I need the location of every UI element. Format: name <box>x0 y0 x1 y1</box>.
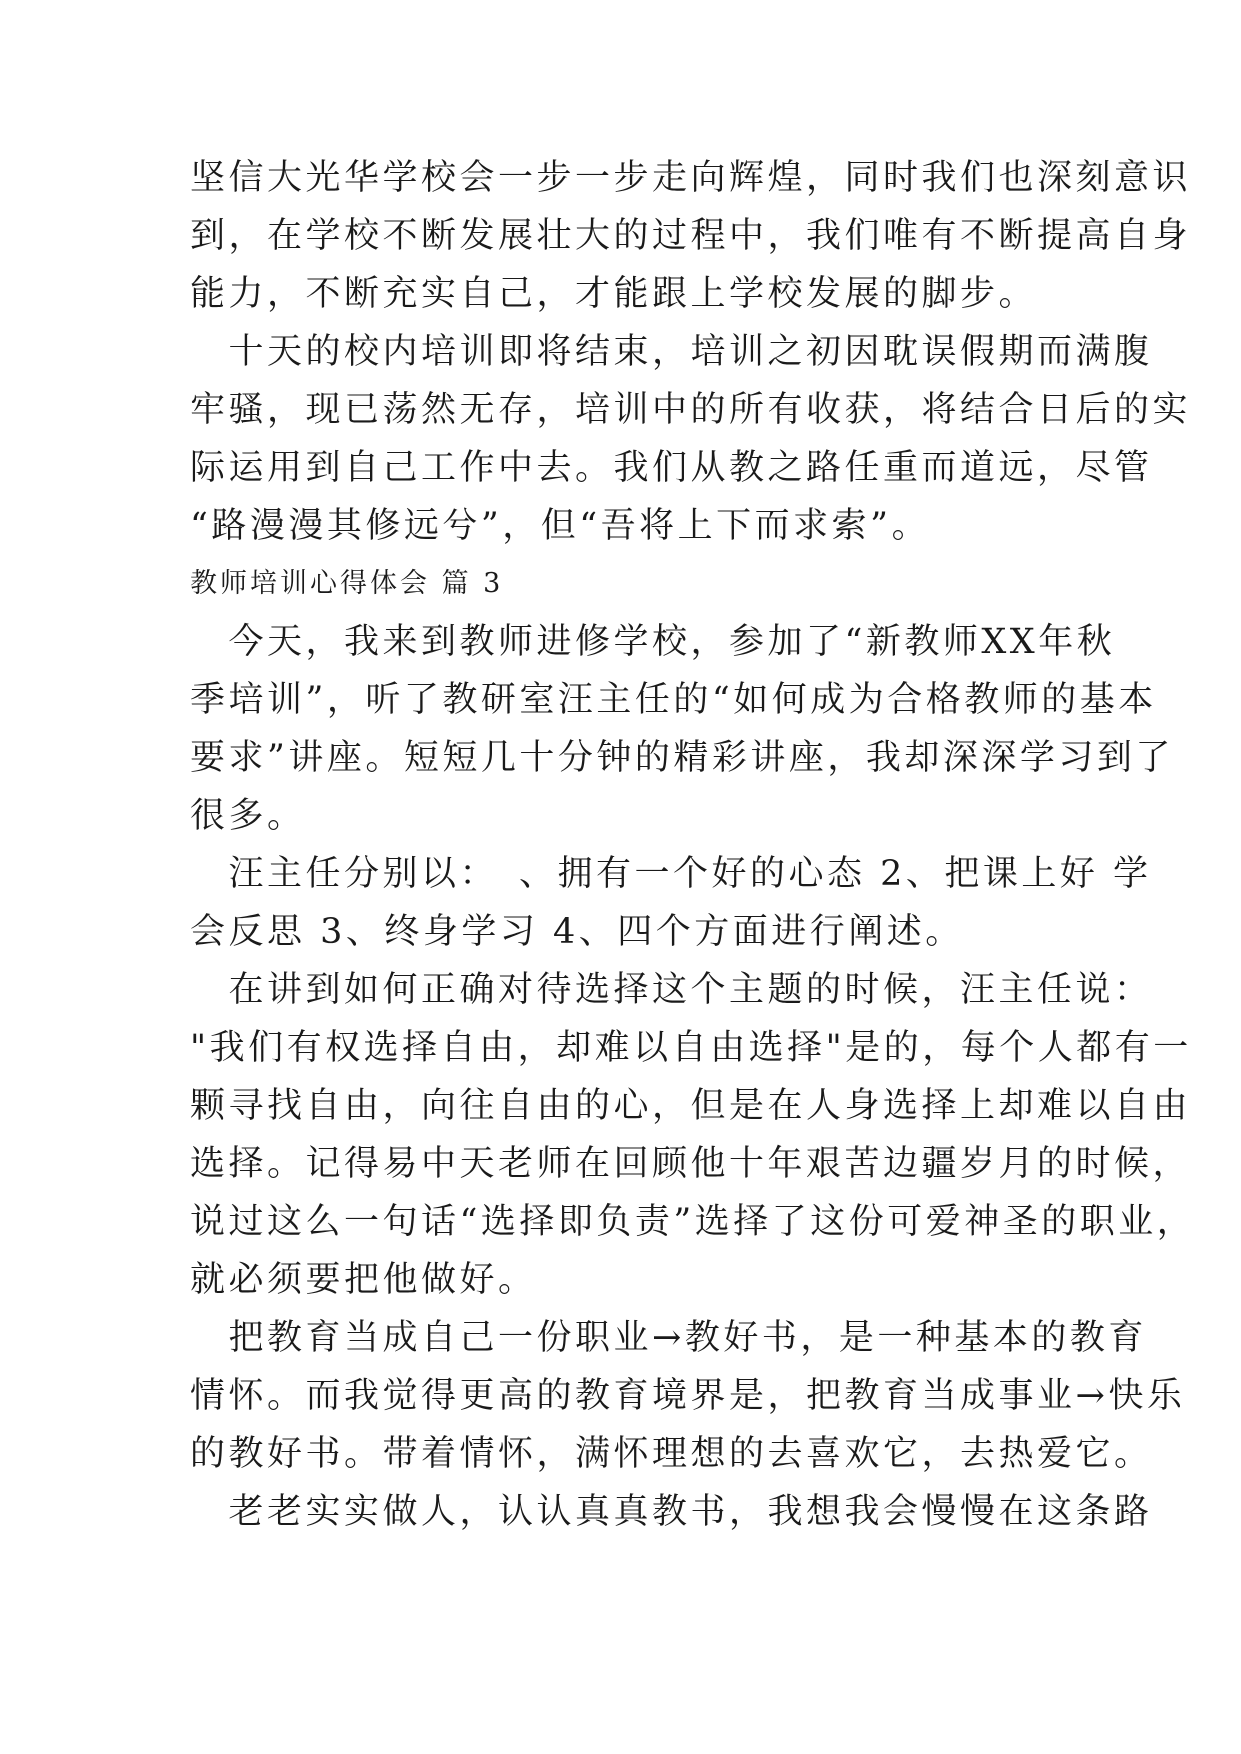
text-line: 把教育当成自己一份职业→教好书，是一种基本的教育 <box>190 1318 1147 1358</box>
text-line: 在讲到如何正确对待选择这个主题的时候，汪主任说： <box>190 970 1153 1010</box>
section-heading: 教师培训心得体会 篇 3 <box>190 568 504 599</box>
text-line: 牢骚，现已荡然无存，培训中的所有收获，将结合日后的实 <box>190 390 1192 430</box>
text-line: 季培训”，听了教研室汪主任的“如何成为合格教师的基本 <box>190 680 1157 720</box>
text-line: 要求”讲座。短短几十分钟的精彩讲座，我却深深学习到了 <box>190 738 1174 778</box>
text-line: 情怀。而我觉得更高的教育境界是，把教育当成事业→快乐 <box>190 1376 1186 1416</box>
text-line: 能力，不断充实自己，才能跟上学校发展的脚步。 <box>190 274 1038 314</box>
text-line: 坚信大光华学校会一步一步走向辉煌，同时我们也深刻意识 <box>190 158 1192 198</box>
text-line: 很多。 <box>190 796 306 836</box>
text-line: 颗寻找自由，向往自由的心，但是在人身选择上却难以自由 <box>190 1086 1192 1126</box>
text-line: 十天的校内培训即将结束，培训之初因耽误假期而满腹 <box>190 332 1153 372</box>
text-line: 汪主任分别以： 、拥有一个好的心态 2、把课上好 学 <box>190 854 1152 894</box>
text-line: 到，在学校不断发展壮大的过程中，我们唯有不断提高自身 <box>190 216 1192 256</box>
text-line: "我们有权选择自由，却难以自由选择"是的，每个人都有一 <box>190 1028 1192 1068</box>
text-line: “路漫漫其修远兮”，但“吾将上下而求索”。 <box>190 506 931 546</box>
text-line: 际运用到自己工作中去。我们从教之路任重而道远，尽管 <box>190 448 1153 488</box>
text-line: 的教好书。带着情怀，满怀理想的去喜欢它，去热爱它。 <box>190 1434 1153 1474</box>
text-line: 选择。记得易中天老师在回顾他十年艰苦边疆岁月的时候， <box>190 1144 1192 1184</box>
text-line: 今天，我来到教师进修学校，参加了“新教师XX年秋 <box>190 622 1116 662</box>
text-line: 说过这么一句话“选择即负责”选择了这份可爱神圣的职业， <box>190 1202 1196 1242</box>
text-line: 老老实实做人，认认真真教书，我想我会慢慢在这条路 <box>190 1492 1153 1532</box>
text-line: 就必须要把他做好。 <box>190 1260 537 1300</box>
text-line: 会反思 3、终身学习 4、四个方面进行阐述。 <box>190 912 964 952</box>
